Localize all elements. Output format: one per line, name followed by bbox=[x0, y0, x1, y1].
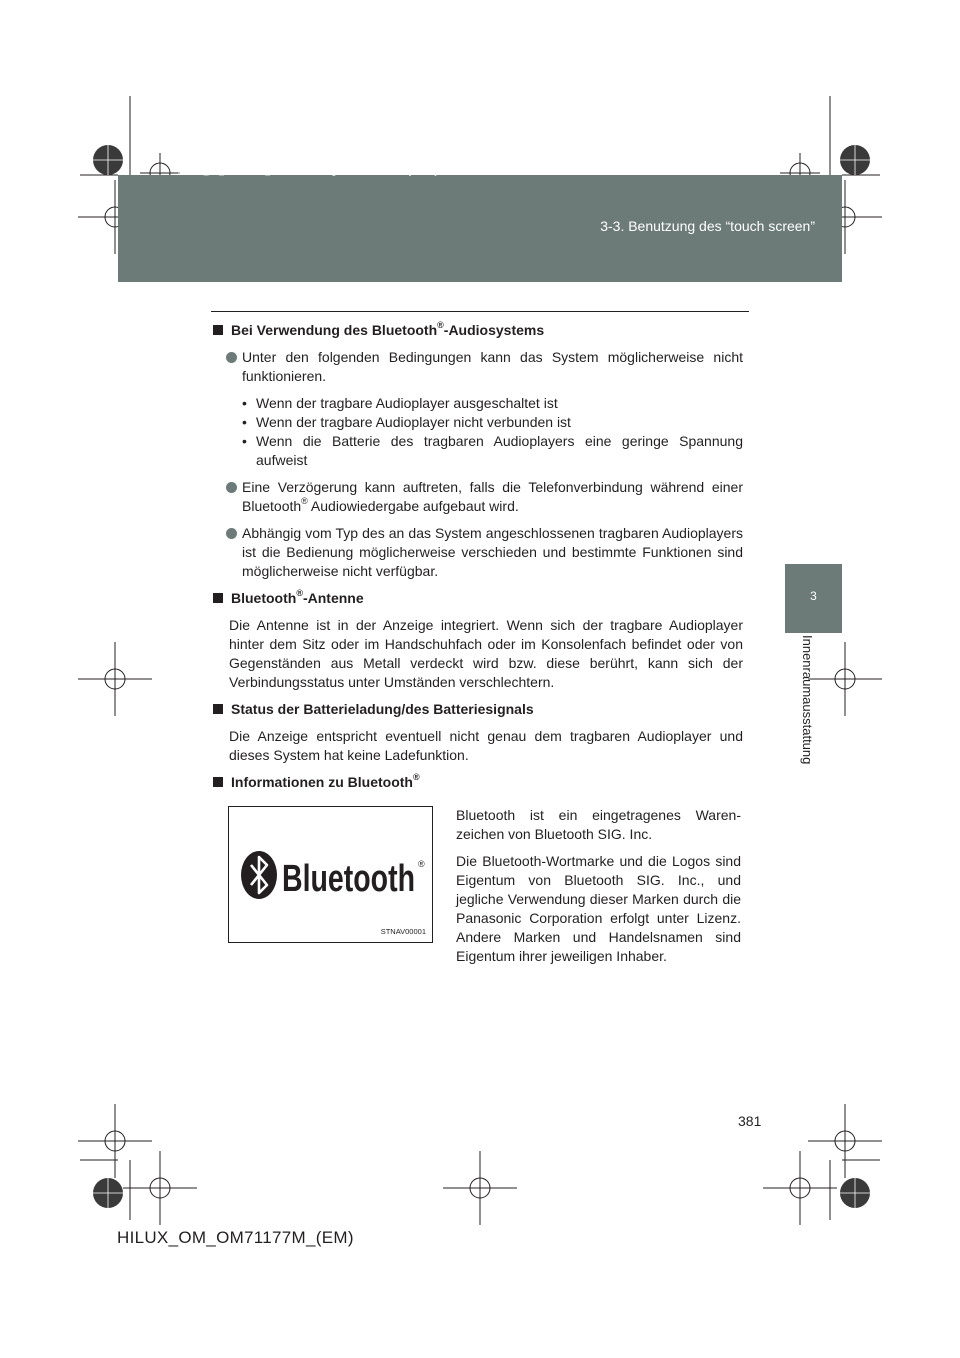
heading-informationen: Informationen zu Bluetooth® bbox=[213, 773, 743, 792]
bluetooth-logo-figure bbox=[228, 806, 433, 943]
paragraph: Die Anzeige entspricht eventuell nicht genau dem tragbaren Audioplayer und dieses System hat keine Ladefunktion. bbox=[229, 728, 743, 763]
bluetooth-logo bbox=[229, 807, 432, 942]
top-rule bbox=[211, 311, 749, 312]
bluetooth-info-text bbox=[456, 806, 741, 974]
list-item: Unter den folgenden Bedingungen kann das System möglicherweise nicht funktionieren. bbox=[213, 348, 743, 386]
svg-text:®: ® bbox=[418, 859, 425, 869]
chapter-number: 3 bbox=[810, 589, 817, 603]
heading-antenne: Bluetooth®-Antenne bbox=[213, 589, 743, 608]
circle-bullet-icon bbox=[226, 352, 237, 363]
square-bullet-icon bbox=[213, 325, 223, 335]
document-code: HILUX_OM_OM71177M_(EM) bbox=[117, 1228, 354, 1247]
dash-item: • Wenn die Batterie des tragbaren Audioplayers eine geringe Spannung aufweist bbox=[242, 433, 743, 468]
square-bullet-icon bbox=[213, 704, 223, 714]
square-bullet-icon bbox=[213, 777, 223, 787]
dash-item: • Wenn der tragbare Audioplayer nicht verbunden ist bbox=[242, 414, 571, 430]
circle-bullet-icon bbox=[226, 482, 237, 493]
dash-item: • Wenn der tragbare Audioplayer ausgeschaltet ist bbox=[242, 395, 558, 411]
paragraph: Die Antenne ist in der Anzeige integriert. Wenn sich der tragbare Audioplayer hinter dem Sitz oder im Handschuhfach oder im Konsolenfach befindet oder von Gegenständen aus Metall verdeckt wird bzw. diese berührt, kann sich der Verbindungsstatus unter Umständen verschlechtern. bbox=[229, 617, 743, 690]
dash-list bbox=[213, 394, 743, 470]
figure-code: STNAV00001 bbox=[380, 927, 426, 936]
main-content bbox=[213, 321, 743, 792]
svg-text:Bluetooth: Bluetooth bbox=[282, 858, 415, 900]
list-item: Eine Verzögerung kann auftreten, falls die Telefonverbindung während einer Bluetooth® Audiowiedergabe aufgebaut wird. bbox=[213, 478, 743, 516]
paragraph: Die Bluetooth-Wortmarke und die Logos sind Eigentum von Bluetooth SIG. Inc., und jegliche Verwendung dieser Marken durch die Panasonic Corporation erfolgt unter Lizenz. Andere Marken und Handelsnamen sind Eigentum ihrer jeweiligen Inhaber. bbox=[456, 853, 741, 964]
heading-batterie: Status der Batterieladung/des Batteriesignals bbox=[213, 700, 743, 719]
square-bullet-icon bbox=[213, 593, 223, 603]
circle-bullet-icon bbox=[226, 528, 237, 539]
paragraph: Bluetooth ist ein eingetragenes Warenzeichen von Bluetooth SIG. Inc. bbox=[456, 807, 741, 842]
section-title: 3-3. Benutzung des “touch screen” bbox=[600, 218, 815, 234]
heading-audiosystem: Bei Verwendung des Bluetooth®-Audiosystems bbox=[213, 321, 743, 340]
chapter-label: Innenraumausstattung bbox=[800, 635, 815, 765]
book-stamp: HILUX_OM_OM71177M_(EM).book Page 381 Wednesday, May 16, 2012 1:28 PM bbox=[178, 167, 526, 177]
list-item: Abhängig vom Typ des an das System angeschlossenen tragbaren Audioplayers ist die Bedienung möglicherweise verschieden und bestimmte Funktionen sind möglicherweise nicht verfügbar. bbox=[213, 524, 743, 581]
page-number: 381 bbox=[738, 1113, 762, 1129]
